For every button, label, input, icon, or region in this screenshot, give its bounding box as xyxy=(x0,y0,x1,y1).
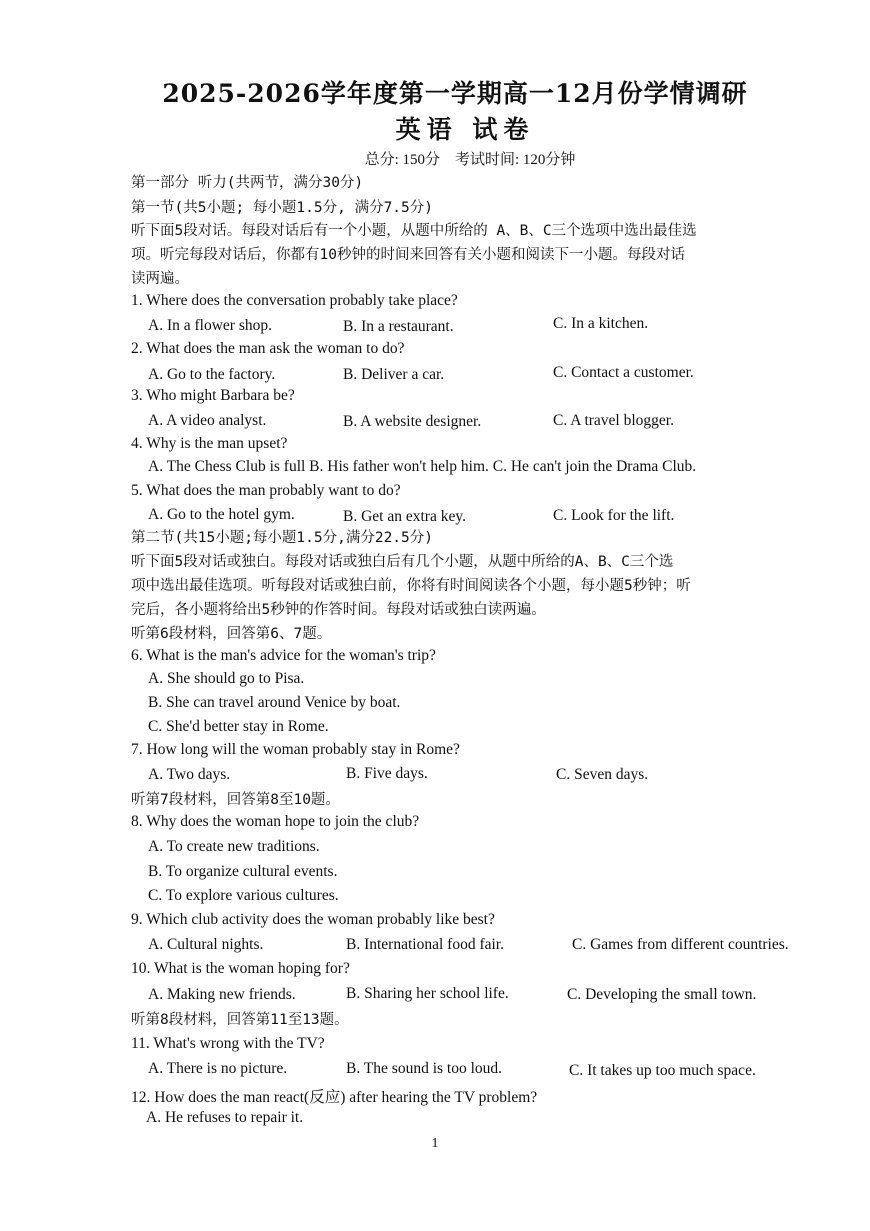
option-c: C. It takes up too much space. xyxy=(569,1062,756,1079)
section1-heading: 第一节(共5小题; 每小题1.5分, 满分7.5分) xyxy=(131,200,433,216)
material-8-instruction: 听第8段材料，回答第11至13题。 xyxy=(131,1012,349,1028)
question-stem: 2. What does the man ask the woman to do? xyxy=(131,340,405,357)
option-a: A. Making new friends. xyxy=(148,986,296,1003)
option-b: B. The sound is too loud. xyxy=(346,1060,503,1077)
question-stem: 11. What's wrong with the TV? xyxy=(131,1035,325,1052)
option-b: B. Five days. xyxy=(346,765,428,782)
option-a: A. A video analyst. xyxy=(148,412,267,429)
question-stem: 12. How does the man react(反应) after hearing the TV problem? xyxy=(131,1089,538,1106)
question-stem: 3. Who might Barbara be? xyxy=(131,387,295,404)
question-stem: 10. What is the woman hoping for? xyxy=(131,960,350,977)
option-c: C. Games from different countries. xyxy=(572,936,789,953)
part1-heading: 第一部分 听力(共两节，满分30分) xyxy=(131,175,364,191)
option-a: A. In a flower shop. xyxy=(148,317,272,334)
option-b: B. To organize cultural events. xyxy=(148,863,338,880)
material-7-instruction: 听第7段材料，回答第8至10题。 xyxy=(131,792,340,808)
section2-instructions-line2: 项中选出最佳选项。听每段对话或独白前，你将有时间阅读各个小题，每小题5秒钟；听 xyxy=(131,578,691,594)
option-a: A. Cultural nights. xyxy=(148,936,264,953)
question-stem: 5. What does the man probably want to do? xyxy=(131,482,401,499)
option-a: A. Two days. xyxy=(148,766,231,783)
section1-instructions-line3: 读两遍。 xyxy=(131,271,189,287)
option-a: A. There is no picture. xyxy=(148,1060,288,1077)
question-stem: 1. Where does the conversation probably take place? xyxy=(131,292,458,309)
page-number: 1 xyxy=(431,1136,439,1151)
option-c: C. Look for the lift. xyxy=(553,507,675,524)
exam-subtitle: 英语 试卷 xyxy=(395,115,535,144)
question-stem: 7. How long will the woman probably stay in Rome? xyxy=(131,741,460,758)
material-6-instruction: 听第6段材料，回答第6、7题。 xyxy=(131,626,332,642)
option-b: B. In a restaurant. xyxy=(343,318,454,335)
option-c: C. Developing the small town. xyxy=(567,986,757,1003)
option-c: C. Contact a customer. xyxy=(553,364,694,381)
section1-instructions-line2: 项。听完每段对话后，你都有10秒钟的时间来回答有关小题和阅读下一小题。每段对话 xyxy=(131,247,685,263)
question-stem: 6. What is the man's advice for the woman's trip? xyxy=(131,647,436,664)
exam-title: 2025-2026学年度第一学期高一12月份学情调研 xyxy=(162,79,748,108)
question-stem: 9. Which club activity does the woman probably like best? xyxy=(131,911,495,928)
section1-instructions-line1: 听下面5段对话。每段对话后有一个小题，从题中所给的 A、B、C三个选项中选出最佳选 xyxy=(131,223,697,239)
option-a: A. She should go to Pisa. xyxy=(148,670,305,687)
option-a: A. He refuses to repair it. xyxy=(146,1109,304,1126)
question-stem: 8. Why does the woman hope to join the club? xyxy=(131,813,420,830)
option-c: C. She'd better stay in Rome. xyxy=(148,718,329,735)
option-a: A. Go to the factory. xyxy=(148,366,276,383)
option-a: A. Go to the hotel gym. xyxy=(148,506,295,523)
exam-meta: 总分: 150分 考试时间: 120分钟 xyxy=(364,152,576,168)
option-line: A. The Chess Club is full B. His father won't help him. C. He can't join the Drama Club. xyxy=(148,458,697,475)
question-stem: 4. Why is the man upset? xyxy=(131,435,288,452)
option-c: C. Seven days. xyxy=(556,766,649,783)
option-b: B. She can travel around Venice by boat. xyxy=(148,694,401,711)
option-b: B. Deliver a car. xyxy=(343,366,445,383)
section2-instructions-line3: 完后，各小题将给出5秒钟的作答时间。每段对话或独白读两遍。 xyxy=(131,602,546,618)
option-a: A. To create new traditions. xyxy=(148,838,320,855)
option-c: C. To explore various cultures. xyxy=(148,887,339,904)
option-b: B. International food fair. xyxy=(346,936,504,953)
option-b: B. Get an extra key. xyxy=(343,508,466,525)
option-b: B. Sharing her school life. xyxy=(346,985,509,1002)
option-c: C. A travel blogger. xyxy=(553,412,674,429)
section2-heading: 第二节(共15小题;每小题1.5分,满分22.5分) xyxy=(131,530,433,546)
option-b: B. A website designer. xyxy=(343,413,482,430)
option-c: C. In a kitchen. xyxy=(553,315,649,332)
section2-instructions-line1: 听下面5段对话或独白。每段对话或独白后有几个小题，从题中所给的A、B、C三个选 xyxy=(131,554,674,570)
